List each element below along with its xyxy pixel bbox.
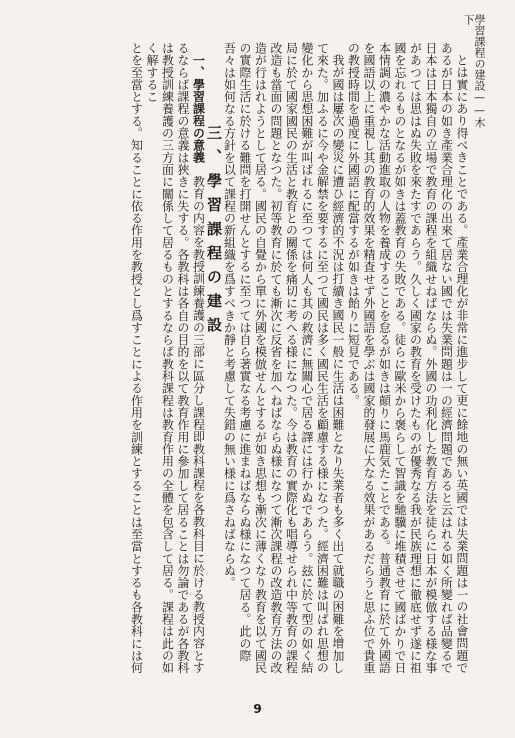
page-number: 9 bbox=[253, 702, 262, 716]
subsection-title: 一、學習課程の意義 bbox=[191, 53, 206, 164]
paragraph-continued: とを至當とする。知ることに依る作用を教授とし爲すことによる作用を訓練とすることは至當とするも各教科には何 bbox=[129, 42, 144, 674]
section-title: 三、學習課程の建設 bbox=[205, 124, 223, 341]
paragraph: 我が國は屢次の變災に遭ひ經濟的不況は打續き國民一般に生活は困難となり失業者も多く出て就職の困難を增加して來た。加ふるに今や金解禁を要するに至つて國民は多く國民生活を顧慮する様になつた。經濟困難は叫ばれ思想の變化から思想困難が叫ばれるに至つては何人も其の救濟に無關心で居る譯には行かぬであらう。玆に於て型の如く結局に於て國家國民の生活と教育との關係を痛切に考へる様になつた。今は教育の實際化も唱導せられ中等教育の課程改造も當面の問題となつた。初等教育に於ても漸次に反省を加へねばならぬ様になつて漸次課程の改造教育方法の改造が行はれようとして居る。國民の自覺から單に外國を模倣せんとするが如き思想も漸次に薄くなり教育を以て國民の實際生活に於ける難問を打開せんとするに至つては自ら著實なる考慮に進まねばならぬ様になつて居る。此の際吾々は如何なる方針を以て課程の新組織を爲すべきか靜と考慮して失錯の無い様に爲さねばならぬ。 bbox=[222, 42, 345, 674]
subsection-text: 教育の内容を教授訓練養護の三部に區分し課程即教科課程を各教科目に於ける教授内容とするならば課程の意義は狹きに失する。各教科は各自の目的を以て教育作用に參加して居ることは勿論であるが各教科は教授訓練養護の三方面に關係して居るものとするならば教科課程は教育作用の全體を包含して居る。課程は此の如く解するこ bbox=[145, 42, 206, 674]
paragraph: とは實にあり得べきことである。產業合理化が非常に進步して更に餘地の無い英國では失業問題は一の社會問題であるが日本の如き產業合理化の出來て居ない國では失業問題は一の經濟問題であると云はれる如く所變れば品變るで日本は日本獨自の立場で教育の課程を組織せねばならぬ。外國の功利化した教育方法を徒らに日本が模倣する様な事があつては思はぬ失敗を來たすであらう。久しく國家の教育を受けたものが優秀なる我が民族理想に徹底せず遂に祖國を忘れるものとなるが如きは蓋教育の失敗である。徒らに歐米から褒らして智識を馳驥に堆積させて國ばかりで日本情調の濃やかな活動進取の人物を養成することを怠るが如きは顛りに馬鹿気たことである。普通教育に於て外國語を國語以上に重視し其の教育的效果を精査せず外國語を學ぶは國家的發展に大なる效果があるだらうと思ふ位で貴重の教授時間を過度に外國語に配當するが如きは飴りに短見である。 bbox=[346, 42, 469, 674]
running-header: 學習課程の建設——木下 bbox=[462, 14, 486, 128]
subsection-paragraph bbox=[144, 42, 206, 684]
body-text bbox=[37, 42, 469, 684]
